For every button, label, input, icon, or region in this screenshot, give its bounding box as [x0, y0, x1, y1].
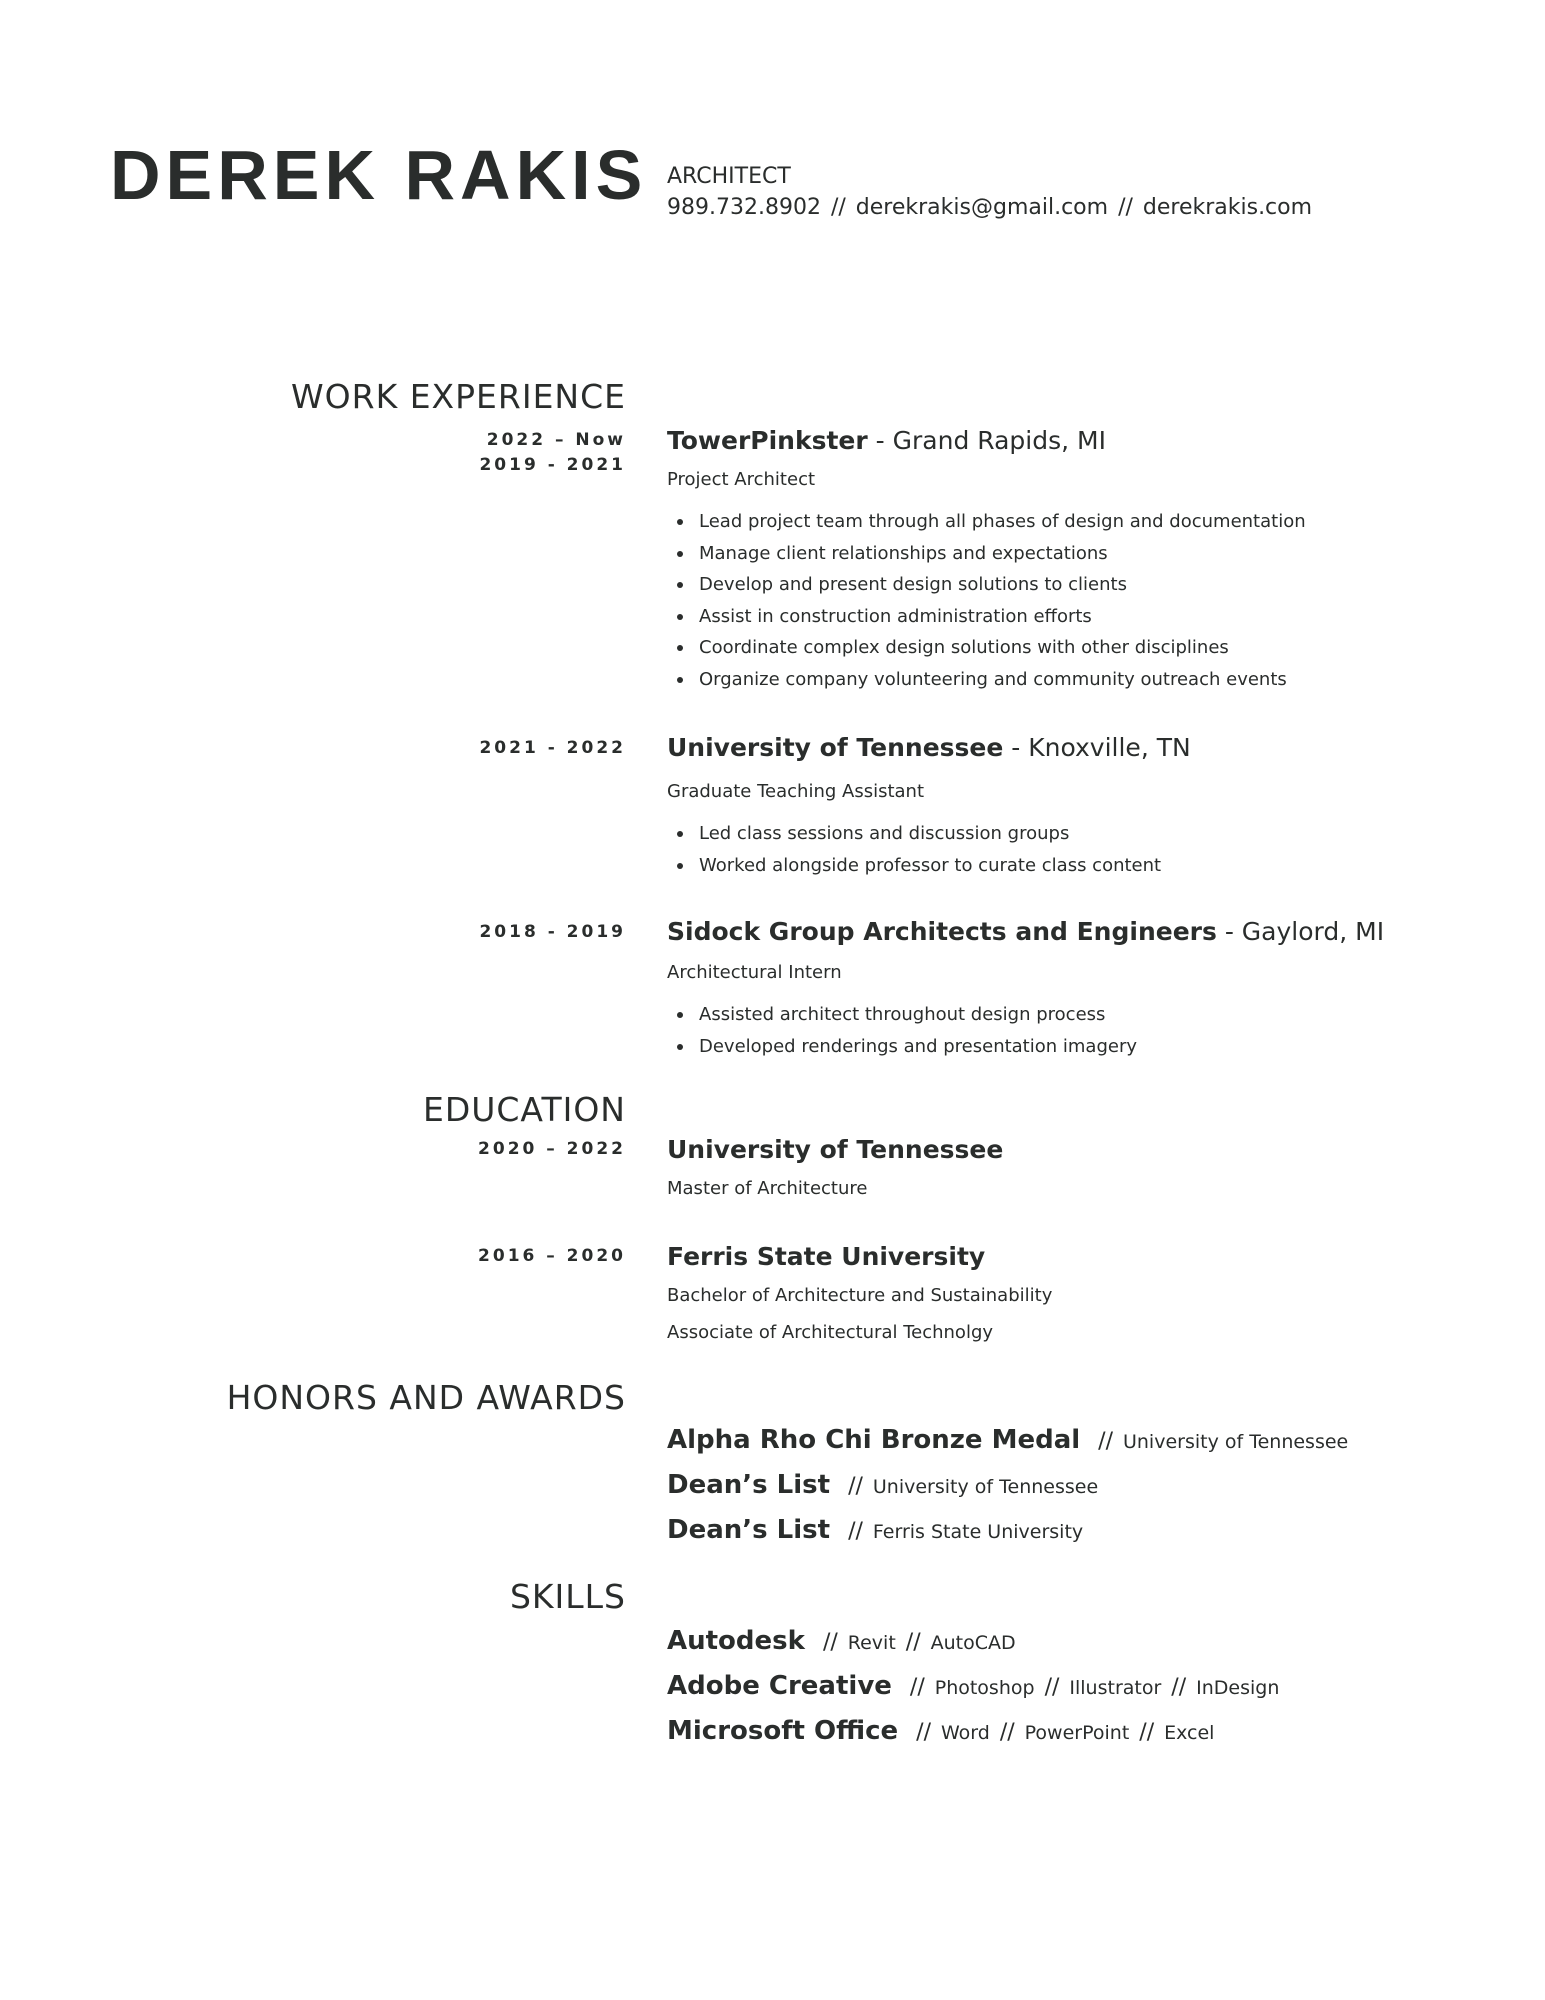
- separator: //: [916, 1720, 931, 1745]
- separator: //: [1171, 1675, 1187, 1700]
- entry-date: 2021 - 2022: [479, 738, 626, 758]
- skill-tool: InDesign: [1196, 1677, 1280, 1699]
- separator: //: [1139, 1720, 1155, 1745]
- entry-role: Graduate Teaching Assistant: [667, 781, 925, 802]
- resume-name: DEREK RAKIS: [110, 136, 648, 214]
- separator: //: [830, 195, 846, 220]
- award-row: [667, 1512, 1083, 1551]
- degree: Bachelor of Architecture and Sustainability: [667, 1285, 1053, 1306]
- school-name-text: Ferris State University: [667, 1242, 986, 1271]
- phone-number: 989.732.8902: [667, 195, 821, 220]
- entry-date: 2016 – 2020: [478, 1246, 626, 1266]
- degree: Master of Architecture: [667, 1178, 868, 1199]
- entry-heading: [667, 731, 1191, 765]
- skill-row: [667, 1668, 1279, 1707]
- skill-tool: PowerPoint: [1024, 1722, 1130, 1744]
- degree: Associate of Architectural Technolgy: [667, 1322, 994, 1343]
- entry-date: 2018 - 2019: [479, 922, 626, 942]
- award-name: Dean’s List: [667, 1470, 831, 1500]
- skill-tool: Word: [940, 1722, 990, 1744]
- entry-role: Project Architect: [667, 469, 816, 490]
- responsibility-list: [667, 818, 1161, 881]
- list-item: Developed renderings and presentation imagery: [699, 1031, 1137, 1063]
- award-row: [667, 1422, 1348, 1461]
- list-item: Lead project team through all phases of design and documentation: [699, 506, 1306, 538]
- section-heading-skills: SKILLS: [509, 1577, 626, 1616]
- award-source: Ferris State University: [872, 1521, 1084, 1543]
- entry-date: 2020 – 2022: [478, 1139, 626, 1159]
- email-address[interactable]: derekrakis@gmail.com: [855, 195, 1109, 220]
- skill-group: Adobe Creative: [667, 1671, 892, 1701]
- list-item: Manage client relationships and expectations: [699, 538, 1306, 570]
- skill-row: [667, 1713, 1214, 1752]
- job-title: ARCHITECT: [667, 164, 791, 189]
- skill-tool: Photoshop: [934, 1677, 1035, 1699]
- employer-name: University of Tennessee: [667, 733, 1004, 762]
- award-row: [667, 1467, 1098, 1506]
- list-item: Develop and present design solutions to clients: [699, 569, 1306, 601]
- section-heading-work: WORK EXPERIENCE: [291, 377, 626, 416]
- skill-tool: Revit: [847, 1632, 896, 1654]
- school-name: [667, 1133, 1003, 1167]
- list-item: Led class sessions and discussion groups: [699, 818, 1161, 850]
- entry-date: 2019 - 2021: [479, 455, 626, 475]
- skill-tool: Excel: [1164, 1722, 1215, 1744]
- skill-tool: Illustrator: [1069, 1677, 1162, 1699]
- skill-row: [667, 1623, 1016, 1662]
- separator: //: [905, 1630, 921, 1655]
- entry-heading: [667, 915, 1384, 949]
- section-heading-education: EDUCATION: [422, 1090, 626, 1129]
- employer-location: - Knoxville, TN: [1003, 733, 1191, 762]
- responsibility-list: [667, 999, 1137, 1062]
- separator: //: [1098, 1429, 1113, 1454]
- employer-name: Sidock Group Architects and Engineers: [667, 917, 1217, 946]
- website-link[interactable]: derekrakis.com: [1142, 195, 1313, 220]
- employer-name: TowerPinkster: [667, 426, 868, 455]
- list-item: Assisted architect throughout design process: [699, 999, 1137, 1031]
- employer-location: - Grand Rapids, MI: [867, 426, 1106, 455]
- skill-tool: AutoCAD: [930, 1632, 1016, 1654]
- award-name: Alpha Rho Chi Bronze Medal: [667, 1425, 1081, 1455]
- entry-heading: [667, 424, 1106, 458]
- list-item: Worked alongside professor to curate class content: [699, 850, 1161, 882]
- school-name-text: University of Tennessee: [667, 1135, 1004, 1164]
- award-source: University of Tennessee: [872, 1476, 1099, 1498]
- contact-line: [667, 194, 1312, 222]
- separator: //: [999, 1720, 1015, 1745]
- section-heading-honors: HONORS AND AWARDS: [226, 1378, 626, 1417]
- separator: //: [822, 1630, 838, 1655]
- list-item: Organize company volunteering and community outreach events: [699, 664, 1306, 696]
- list-item: Coordinate complex design solutions with other disciplines: [699, 632, 1306, 664]
- award-source: University of Tennessee: [1122, 1431, 1349, 1453]
- award-name: Dean’s List: [667, 1515, 831, 1545]
- skill-group: Autodesk: [667, 1626, 805, 1656]
- responsibility-list: [667, 506, 1306, 695]
- separator: //: [848, 1474, 863, 1499]
- list-item: Assist in construction administration efforts: [699, 601, 1306, 633]
- separator: //: [1118, 195, 1133, 220]
- school-name: [667, 1240, 985, 1274]
- separator: //: [848, 1519, 863, 1544]
- entry-role: Architectural Intern: [667, 962, 842, 983]
- separator: //: [1044, 1675, 1060, 1700]
- employer-location: - Gaylord, MI: [1216, 917, 1385, 946]
- skill-group: Microsoft Office: [667, 1716, 899, 1746]
- separator: //: [909, 1675, 925, 1700]
- entry-date: 2022 – Now: [486, 430, 626, 450]
